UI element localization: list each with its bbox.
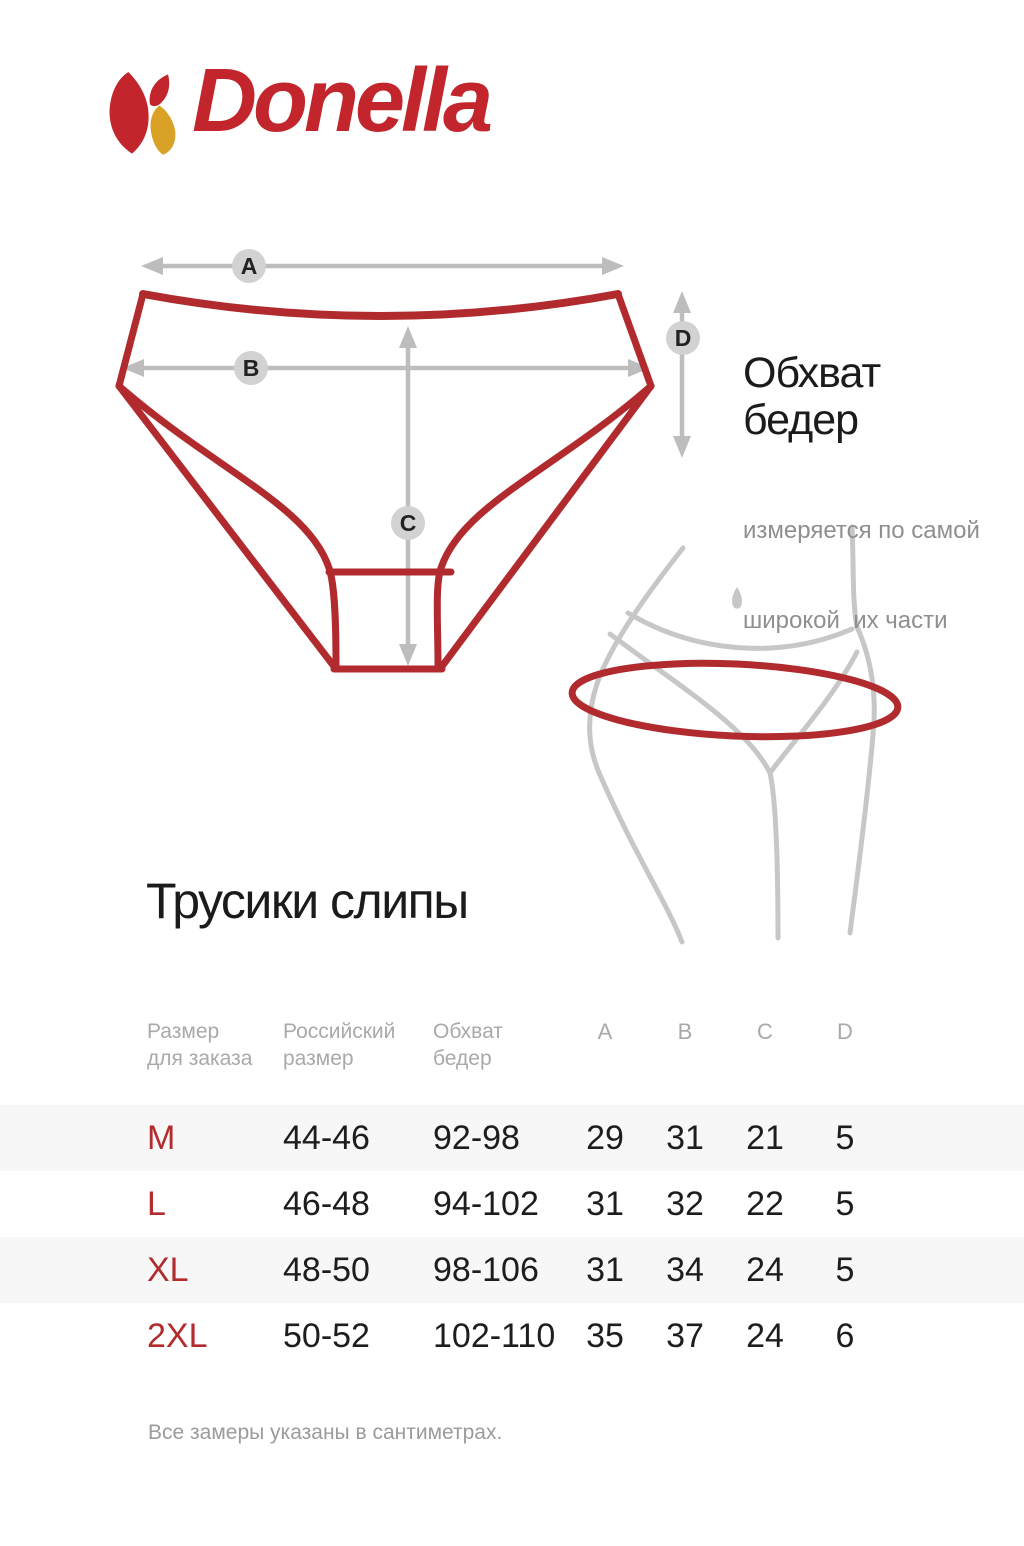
arrow-b [122,359,650,377]
d-value: 6 [835,1316,855,1355]
arrow-d [673,291,691,458]
hip-circumference-note [743,350,1003,696]
hip-note-title-line2: бедер [743,396,859,444]
badge-b [234,351,268,385]
badge-a-label: A [240,253,258,279]
panty-edge-right [440,386,651,669]
header-hip: Обхват бедер [433,1020,503,1070]
badge-c [391,506,425,540]
measurements-footnote: Все замеры указаны в сантиметрах. [148,1421,503,1444]
a-value: 31 [586,1184,624,1223]
size-label: XL [147,1250,189,1289]
hip-note-title-line1: Обхват [743,349,881,397]
size-label: M [147,1118,176,1157]
header-d: D [837,1019,853,1044]
size-table-header [0,1018,1024,1072]
hip-note-subtitle-line2: широкой их части [743,607,948,634]
b-value: 31 [666,1118,704,1157]
c-value: 22 [746,1184,784,1223]
hip-value: 92-98 [433,1118,520,1157]
arrow-c [399,326,417,666]
a-value: 35 [586,1316,624,1355]
russian-size-value: 46-48 [283,1184,370,1223]
badge-b-label: B [242,355,260,381]
table-row-2xl [0,1303,1024,1369]
b-value: 37 [666,1316,704,1355]
c-value: 24 [746,1250,784,1289]
panty-outline [119,294,651,669]
header-a: A [597,1019,613,1044]
c-value: 24 [746,1316,784,1355]
c-value: 21 [746,1118,784,1157]
header-b: B [677,1019,693,1044]
header-order-size: Размер для заказа [147,1020,253,1070]
b-value: 32 [666,1184,704,1223]
a-value: 29 [586,1118,624,1157]
navel [732,587,742,609]
badge-d-label: D [674,325,692,351]
body-inner-thigh [770,773,778,938]
badge-a [232,249,266,283]
size-label: 2XL [147,1316,208,1355]
table-row-xl [0,1237,1024,1303]
table-row-l [0,1171,1024,1237]
a-value: 31 [586,1250,624,1289]
russian-size-value: 44-46 [283,1118,370,1157]
badge-d [666,321,700,355]
header-russian-size: Российский размер [283,1020,396,1070]
badge-c-label: C [399,510,417,536]
russian-size-value: 48-50 [283,1250,370,1289]
brand-logo-text: Donella [192,51,490,151]
d-value: 5 [835,1184,855,1223]
b-value: 34 [666,1250,704,1289]
panty-waistband [143,294,618,316]
hip-note-subtitle-line1: измеряется по самой [743,517,980,544]
d-value: 5 [835,1250,855,1289]
header-c: C [757,1019,773,1044]
hip-value: 102-110 [433,1316,556,1355]
body-left-outline [590,548,683,942]
d-value: 5 [835,1118,855,1157]
arrow-a [141,257,624,275]
table-row-m [0,1105,1024,1171]
hip-value: 98-106 [433,1250,539,1289]
russian-size-value: 50-52 [283,1316,370,1355]
size-label: L [147,1184,166,1223]
dimension-badges [232,249,700,540]
hip-value: 94-102 [433,1184,539,1223]
product-title: Трусики слипы [146,873,468,929]
